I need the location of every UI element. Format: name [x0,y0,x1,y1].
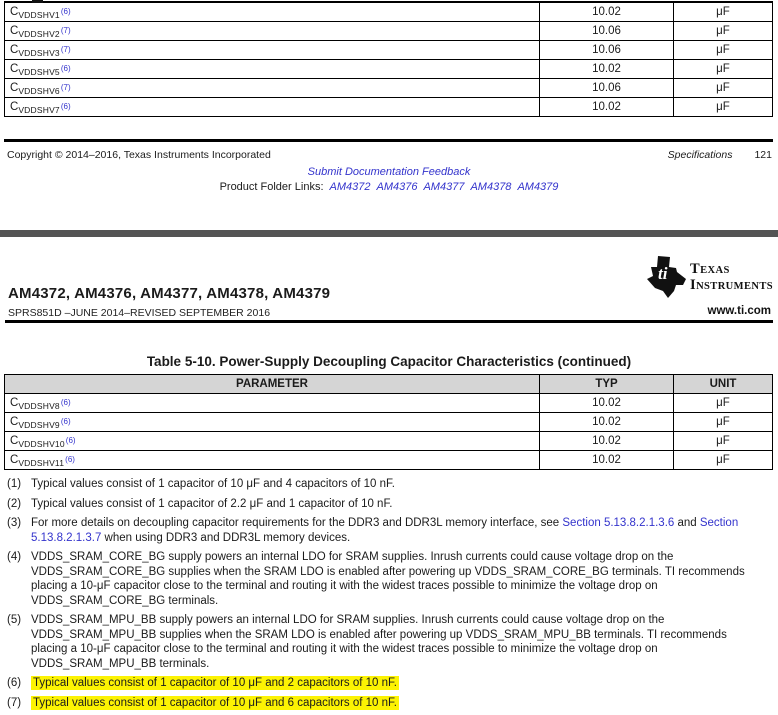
product-link-am4378[interactable]: AM4378 [470,181,512,193]
param-symbol: C [10,6,19,18]
table-row [5,451,772,470]
typ-value: 10.02 [540,432,674,450]
param-cell [5,413,540,431]
table-row [5,60,772,79]
table-row [5,432,772,451]
column-header: TYP [540,375,674,393]
param-subscript: VDDSHV7 [18,104,60,115]
footnote [7,696,767,711]
footnote-segment: Typical values consist of 1 capacitor of 2.2 μF and 1 capacitor of 10 nF. [31,497,393,510]
footer-section-label: Specifications [667,149,733,161]
submit-feedback-link[interactable]: Submit Documentation Feedback [307,166,471,178]
footnote [7,613,767,671]
footnote [7,497,767,512]
unit-value: μF [716,82,730,94]
footnote-ref-link[interactable]: (6) [60,416,71,426]
footnote-text [31,676,767,691]
footnotes [7,477,767,715]
typ-value: 10.02 [540,60,674,78]
ti-logo [645,255,773,304]
footnote-segment: and [674,517,700,529]
unit-value: μF [716,44,730,56]
table-row [5,98,772,117]
product-link-am4377[interactable]: AM4377 [423,181,465,193]
param-symbol: C [10,397,19,409]
param-symbol: C [10,44,19,56]
param-cell [5,98,540,116]
footnote-ref-link[interactable]: (6) [60,397,71,407]
column-header: PARAMETER [5,375,540,393]
copyright-text: Copyright © 2014–2016, Texas Instruments Incorporated [7,149,271,161]
footnote-ref-link[interactable]: (7) [60,25,71,35]
footnote-text [31,696,767,711]
footnote-number: (6) [7,677,22,689]
typ-value: 10.02 [540,451,674,469]
footnote-number: (2) [7,497,22,510]
product-link-am4379[interactable]: AM4379 [517,181,559,193]
param-symbol: C [10,435,19,447]
footnote-text [31,550,767,608]
unit-value: μF [716,397,730,409]
param-symbol: C [10,101,19,113]
column-header: UNIT [709,378,737,390]
ti-wordmark-line1: TEXAS [690,261,730,277]
typ-value: 10.06 [540,41,674,59]
footnote-ref-link[interactable]: (6) [60,101,71,111]
typ-value: 10.02 [540,98,674,116]
footnote-ref-link[interactable]: (6) [65,435,76,445]
page1-footer-row [7,149,772,161]
table-row [5,79,772,98]
footnote-segment: Typical values consist of 1 capacitor of 10 μF and 2 capacitors of 10 nF. [33,677,397,689]
page-separator [0,230,778,237]
footer-right [668,149,772,161]
footnote-ref-link[interactable]: (6) [65,454,75,464]
param-subscript: VDDSHV9 [18,419,60,430]
param-cell [5,22,540,40]
ti-wordmark [690,255,773,294]
param-subscript: VDDSHV11 [18,457,65,468]
param-subscript: VDDSHV3 [18,47,60,58]
product-links-label: Product Folder Links: [219,181,324,193]
unit-value: μF [716,454,730,466]
param-subscript: VDDSHV10 [18,438,65,449]
decoupling-table-top-continued [4,1,773,117]
footnote-ref-link[interactable]: (7) [60,44,71,54]
unit-value: μF [716,416,730,428]
param-symbol: C [10,63,19,75]
typ-value: 10.02 [540,413,674,431]
feedback-line [0,166,778,178]
param-subscript: VDDSHV2 [18,28,60,39]
product-folder-links [0,181,778,193]
footnote [7,516,767,545]
page2-header-rule [5,320,773,323]
typ-value: 10.06 [540,79,674,97]
param-symbol: C [10,454,19,466]
typ-value: 10.06 [540,22,674,40]
footnote-ref-link[interactable]: (7) [60,82,71,92]
unit-value: μF [716,63,730,75]
param-cell [5,432,540,450]
footnote-number: (7) [7,696,22,709]
product-link-am4372[interactable]: AM4372 [329,181,371,193]
unit-value: μF [716,6,730,18]
footnote-number: (3) [7,517,22,529]
footnote-ref-link[interactable]: (6) [60,63,71,73]
footnote-ref-link[interactable]: (6) [60,6,71,16]
page-number: 121 [754,149,772,161]
section-link[interactable]: Section 5.13.8.2.1.3.7 [31,517,739,544]
footnote [7,477,767,492]
param-cell [5,394,540,412]
page1-bottom-rule [4,139,773,142]
footnote-text [31,497,767,512]
device-title: AM4372, AM4376, AM4377, AM4378, AM4379 [8,285,331,302]
svg-text:ti: ti [658,264,668,283]
footnote-number: (4) [7,551,22,563]
footnote-highlight [31,676,399,690]
cut-text-fragment [32,0,43,3]
param-cell [5,3,540,21]
table-row [5,413,772,432]
ti-wordmark-line2: INSTRUMENTS [690,277,773,293]
param-subscript: VDDSHV1 [18,9,60,20]
unit-value: μF [716,101,730,113]
param-cell [5,79,540,97]
footnote-segment: Typical values consist of 1 capacitor of 10 μF and 4 capacitors of 10 nF. [31,478,395,490]
param-symbol: C [10,25,19,37]
footnote [7,550,767,608]
footnote-segment: VDDS_SRAM_CORE_BG supply powers an internal LDO for SRAM supplies. Inrush currents could cause voltage drop on the VDDS_SRAM_CORE_BG supplies when the SRAM LDO is enabled after powering up VDDS_SRAM_CORE_BG terminals. TI recommends placing a 10-μF capacitor close to the terminal and routing it with the widest traces possible to minimize the voltage drop on VDDS_SRAM_CORE_BG terminals. [31,551,745,607]
typ-value: 10.02 [540,394,674,412]
footnote [7,676,767,691]
unit-value: μF [716,435,730,447]
param-cell [5,451,540,469]
ti-website-link[interactable]: www.ti.com [707,305,771,317]
footnote-text [31,613,767,671]
footnote-segment: VDDS_SRAM_MPU_BB supply powers an internal LDO for SRAM supplies. Inrush currents could cause voltage drop on the VDDS_SRAM_MPU_BB supplies when the SRAM LDO is enabled after powering up VDDS_SRAM_MPU_BB terminals. TI recommends placing a 10-μF capacitor close to the terminal and routing it with the widest traces possible to minimize the voltage drop on VDDS_SRAM_MPU_BB terminals. [31,614,727,670]
param-subscript: VDDSHV6 [18,85,60,96]
table-row [5,41,772,60]
param-subscript: VDDSHV5 [18,66,60,77]
param-subscript: VDDSHV8 [18,400,60,411]
doc-code: SPRS851D –JUNE 2014–REVISED SEPTEMBER 2016 [8,307,271,319]
footnote-number: (5) [7,614,22,626]
footnote-highlight [31,696,399,710]
param-cell [5,41,540,59]
table-header-row [5,375,772,394]
param-cell [5,60,540,78]
table-row [5,22,772,41]
param-symbol: C [10,82,19,94]
table-row [5,3,772,22]
product-link-am4376[interactable]: AM4376 [376,181,418,193]
footnote-number: (1) [7,478,22,490]
param-symbol: C [10,416,19,428]
ti-logo-bug-icon [645,255,687,304]
typ-value: 10.02 [540,3,674,21]
footnote-segment: when using DDR3 and DDR3L memory devices. [101,531,351,544]
unit-value: μF [716,25,730,37]
footnote-text [31,477,767,492]
table-row [5,394,772,413]
section-link[interactable]: Section 5.13.8.2.1.3.6 [562,517,675,529]
table-title: Table 5-10. Power-Supply Decoupling Capacitor Characteristics (continued) [146,354,632,369]
footnote-segment: Typical values consist of 1 capacitor of 10 μF and 6 capacitors of 10 nF. [33,696,397,709]
decoupling-table-continued [4,374,773,470]
footnote-text [31,516,767,545]
footnote-segment: For more details on decoupling capacitor requirements for the DDR3 and DDR3L memory interface, see [31,517,563,529]
